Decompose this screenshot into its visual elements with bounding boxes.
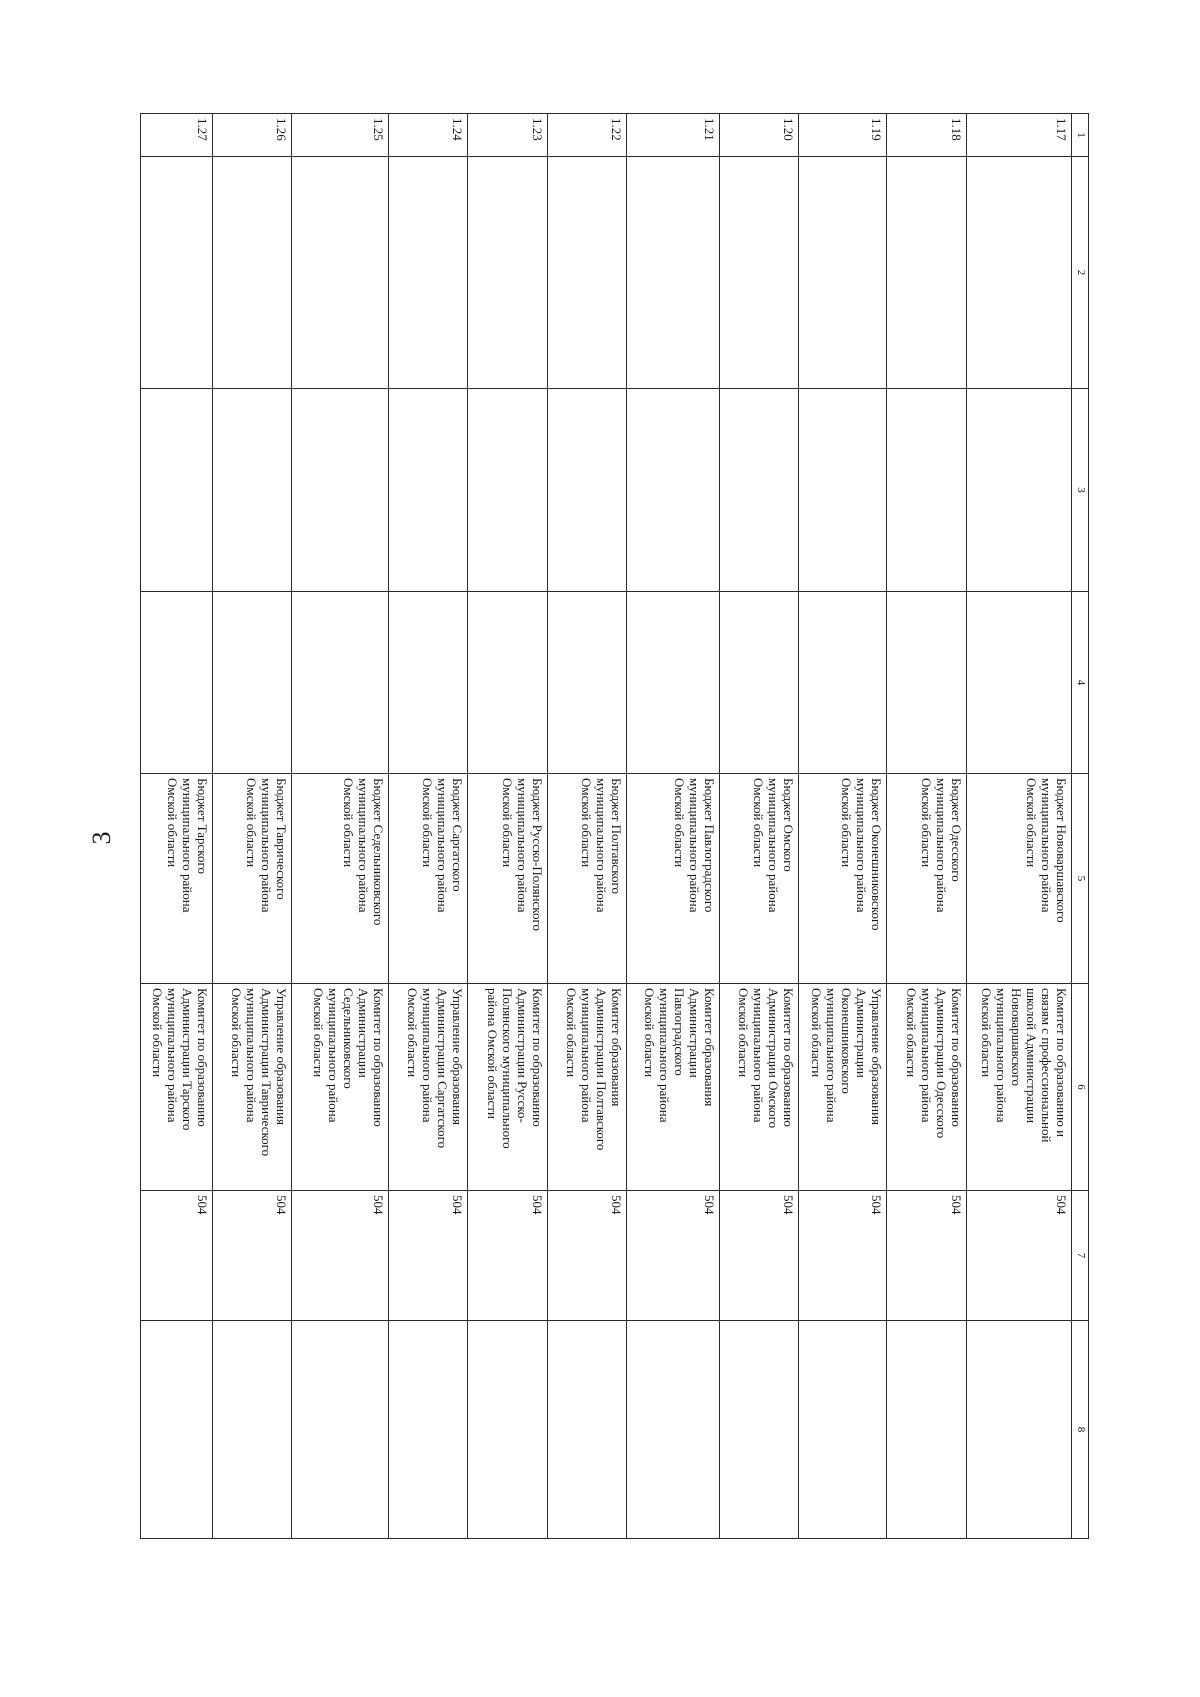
header-cell: 2: [1072, 157, 1089, 389]
empty-cell: [887, 389, 966, 592]
row-number-cell: [887, 114, 966, 157]
administrator-cell-text: Управление образования Администрации Таврического муниципального района Омской области: [229, 988, 290, 1157]
table-row: [627, 114, 720, 1539]
budget-cell: [389, 774, 468, 984]
budget-cell-text: Бюджет Омского муниципального района Омской области: [751, 778, 797, 913]
row-number-cell-text: 1.27: [194, 118, 210, 141]
empty-cell: [799, 1321, 887, 1539]
empty-cell: [799, 592, 887, 774]
header-cell: 8: [1072, 1321, 1089, 1539]
budget-cell: [799, 774, 887, 984]
empty-cell: [627, 157, 720, 389]
empty-cell: [547, 592, 626, 774]
table-row: [547, 114, 626, 1539]
budget-cell-text: Бюджет Седельниковского муниципального района Омской области: [341, 778, 387, 926]
empty-cell: [719, 592, 798, 774]
row-number-cell-text: 1.17: [1054, 118, 1070, 141]
table-row: [292, 114, 389, 1539]
header-cell: 6: [1072, 984, 1089, 1191]
row-number-cell-text: 1.25: [371, 118, 387, 141]
administrator-cell: [141, 984, 213, 1191]
empty-cell: [212, 592, 291, 774]
empty-cell: [966, 157, 1072, 389]
row-number-cell: [141, 114, 213, 157]
table-row: [212, 114, 291, 1539]
budget-cell-text: Бюджет Саргатского муниципального района Омской области: [420, 778, 466, 913]
row-number-cell-text: 1.23: [529, 118, 545, 141]
code-cell: [141, 1191, 213, 1321]
empty-cell: [468, 389, 547, 592]
empty-cell: [887, 157, 966, 389]
header-cell: 5: [1072, 774, 1089, 984]
row-number-cell-text: 1.18: [948, 118, 964, 141]
empty-cell: [292, 592, 389, 774]
code-cell-text: 504: [371, 1195, 387, 1215]
row-number-cell-text: 1.24: [450, 118, 466, 141]
row-number-cell-text: 1.21: [701, 118, 717, 141]
empty-cell: [627, 1321, 720, 1539]
row-number-cell: [212, 114, 291, 157]
table-row: [719, 114, 798, 1539]
administrator-cell-text: Комитет образования Администрации Полтавского муниципального района Омской области: [564, 988, 625, 1151]
empty-cell: [547, 1321, 626, 1539]
empty-cell: [468, 157, 547, 389]
empty-cell: [887, 592, 966, 774]
budget-cell-text: Бюджет Полтавского муниципального района Омской области: [579, 778, 625, 913]
header-row: [1072, 114, 1089, 1539]
empty-cell: [389, 157, 468, 389]
code-cell: [547, 1191, 626, 1321]
administrator-cell: [799, 984, 887, 1191]
administrator-cell: [887, 984, 966, 1191]
empty-cell: [966, 592, 1072, 774]
empty-cell: [389, 1321, 468, 1539]
empty-cell: [468, 1321, 547, 1539]
empty-cell: [719, 389, 798, 592]
code-cell-text: 504: [948, 1195, 964, 1215]
budget-cell-text: Бюджет Павлоградского муниципального района Омской области: [671, 778, 717, 913]
budget-cell: [292, 774, 389, 984]
administrator-cell-text: Управление образования Администрации Оконешниковского муниципального района Омской области: [809, 988, 885, 1126]
empty-cell: [887, 1321, 966, 1539]
code-cell: [719, 1191, 798, 1321]
code-cell-text: 504: [781, 1195, 797, 1215]
rotated-table-container: [140, 113, 1089, 1538]
row-number-cell-text: 1.19: [869, 118, 885, 141]
administrator-cell: [627, 984, 720, 1191]
empty-cell: [966, 389, 1072, 592]
code-cell: [389, 1191, 468, 1321]
administrator-cell: [966, 984, 1072, 1191]
table-row: [966, 114, 1072, 1539]
header-cell: 4: [1072, 592, 1089, 774]
administrator-cell: [212, 984, 291, 1191]
code-cell: [292, 1191, 389, 1321]
budget-cell: [141, 774, 213, 984]
budget-cell: [719, 774, 798, 984]
empty-cell: [719, 157, 798, 389]
code-cell: [799, 1191, 887, 1321]
row-number-cell-text: 1.26: [274, 118, 290, 141]
table-row: [389, 114, 468, 1539]
budget-cell: [468, 774, 547, 984]
budget-cell: [887, 774, 966, 984]
header-cell: 7: [1072, 1191, 1089, 1321]
empty-cell: [468, 592, 547, 774]
table-row: [887, 114, 966, 1539]
code-cell-text: 504: [869, 1195, 885, 1215]
row-number-cell: [799, 114, 887, 157]
empty-cell: [389, 592, 468, 774]
empty-cell: [212, 1321, 291, 1539]
administrator-cell: [389, 984, 468, 1191]
row-number-cell: [292, 114, 389, 157]
administrator-cell-text: Комитет образования Администрации Павлоградского муниципального района Омской области: [641, 988, 717, 1123]
empty-cell: [212, 389, 291, 592]
header-cell: 1: [1072, 114, 1089, 157]
budget-cell: [547, 774, 626, 984]
code-cell-text: 504: [609, 1195, 625, 1215]
empty-cell: [799, 157, 887, 389]
administrator-cell: [719, 984, 798, 1191]
code-cell: [887, 1191, 966, 1321]
row-number-cell: [966, 114, 1072, 157]
empty-cell: [547, 157, 626, 389]
row-number-cell: [627, 114, 720, 157]
budget-cell-text: Бюджет Русско-Полянского муниципального района Омской области: [499, 778, 545, 931]
code-cell: [627, 1191, 720, 1321]
table-row: [468, 114, 547, 1539]
row-number-cell: [547, 114, 626, 157]
header-cell: 3: [1072, 389, 1089, 592]
administrator-cell-text: Комитет по образованию Администрации Одесского муниципального района Омской области: [903, 988, 964, 1139]
empty-cell: [292, 1321, 389, 1539]
budget-cell: [212, 774, 291, 984]
empty-cell: [547, 389, 626, 592]
code-cell: [468, 1191, 547, 1321]
empty-cell: [141, 157, 213, 389]
empty-cell: [389, 389, 468, 592]
budget-cell-text: Бюджет Таврического муниципального района Омской области: [244, 778, 290, 913]
administrator-cell-text: Комитет по образованию Администрации Омского муниципального района Омской области: [736, 988, 797, 1129]
administrator-cell: [547, 984, 626, 1191]
code-cell-text: 504: [1054, 1195, 1070, 1215]
administrator-cell: [292, 984, 389, 1191]
empty-cell: [141, 389, 213, 592]
empty-cell: [966, 1321, 1072, 1539]
empty-cell: [292, 157, 389, 389]
budget-cell-text: Бюджет Нововаршавского муниципального района Омской области: [1024, 778, 1070, 923]
empty-cell: [292, 389, 389, 592]
budget-cell: [966, 774, 1072, 984]
code-cell: [212, 1191, 291, 1321]
empty-cell: [141, 1321, 213, 1539]
data-table: [140, 113, 1089, 1539]
empty-cell: [627, 592, 720, 774]
code-cell-text: 504: [194, 1195, 210, 1215]
budget-cell-text: Бюджет Оконешниковского муниципального района Омской области: [839, 778, 885, 931]
budget-cell: [627, 774, 720, 984]
row-number-cell-text: 1.20: [781, 118, 797, 141]
administrator-cell: [468, 984, 547, 1191]
table-row: [141, 114, 213, 1539]
administrator-cell-text: Управление образования Администрации Саргатского муниципального района Омской области: [405, 988, 466, 1149]
row-number-cell-text: 1.22: [609, 118, 625, 141]
row-number-cell: [468, 114, 547, 157]
row-number-cell: [389, 114, 468, 157]
code-cell-text: 504: [701, 1195, 717, 1215]
table-row: [799, 114, 887, 1539]
budget-cell-text: Бюджет Тарского муниципального района Омской области: [164, 778, 210, 913]
empty-cell: [719, 1321, 798, 1539]
empty-cell: [212, 157, 291, 389]
row-number-cell: [719, 114, 798, 157]
code-cell: [966, 1191, 1072, 1321]
administrator-cell-text: Комитет по образованию Администрации Русско- Полянского муниципального района Омской области: [484, 988, 545, 1149]
code-cell-text: 504: [529, 1195, 545, 1215]
administrator-cell-text: Комитет по образованию и связям с профессиональной школой Администрации Нововаршавского муниципального района Омской области: [979, 988, 1070, 1143]
code-cell-text: 504: [274, 1195, 290, 1215]
empty-cell: [141, 592, 213, 774]
page-number: 3: [87, 831, 116, 845]
code-cell-text: 504: [450, 1195, 466, 1215]
budget-cell-text: Бюджет Одесского муниципального района Омской области: [918, 778, 964, 913]
administrator-cell-text: Комитет по образованию Администрации Тарского муниципального района Омской области: [149, 988, 210, 1131]
empty-cell: [799, 389, 887, 592]
administrator-cell-text: Комитет по образованию Администрации Седельниковского муниципального района Омской области: [311, 988, 387, 1127]
empty-cell: [627, 389, 720, 592]
